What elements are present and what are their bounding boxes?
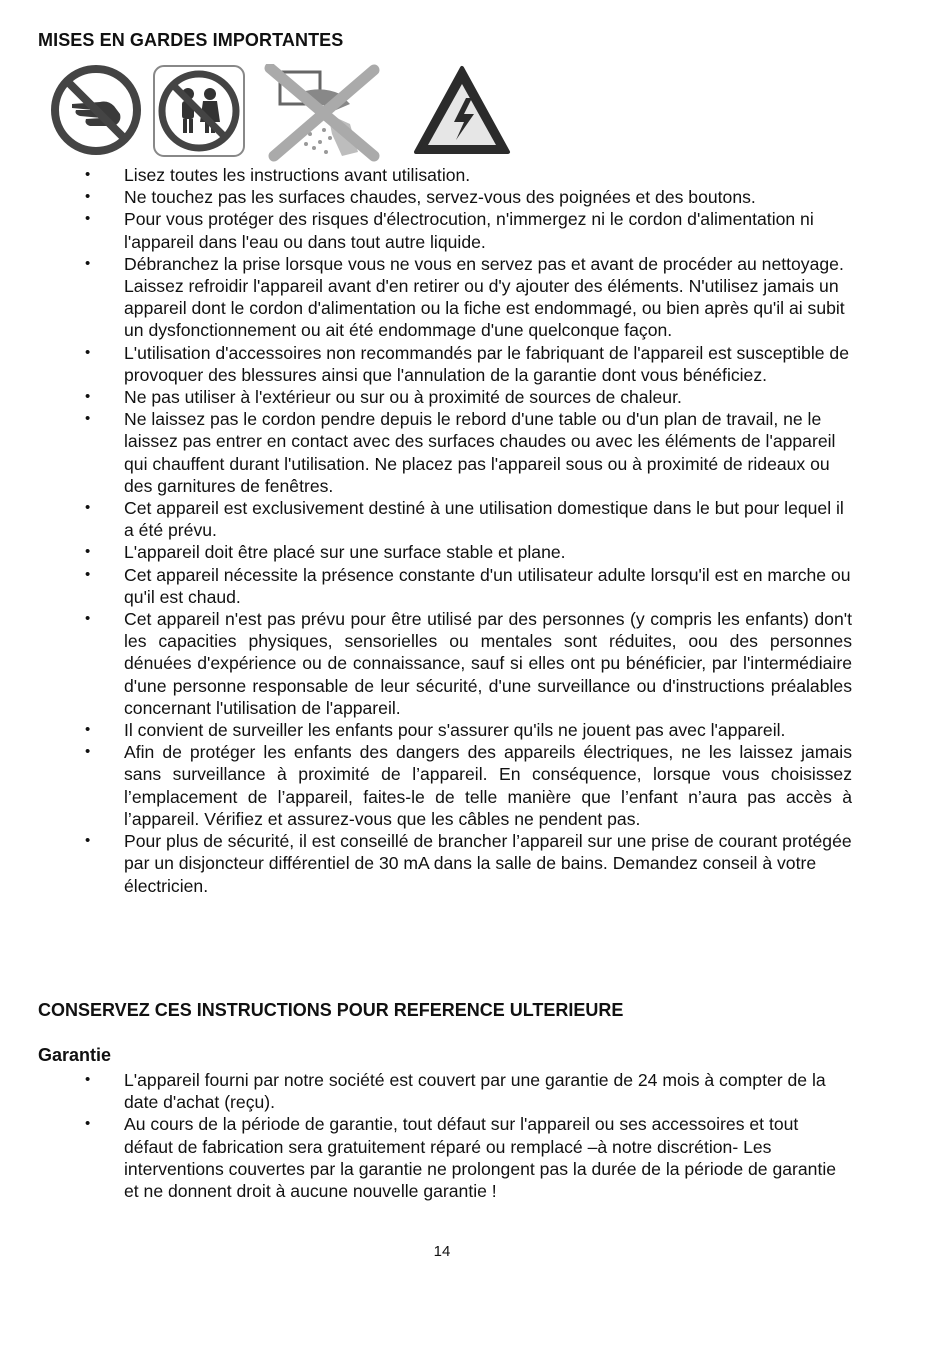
safety-warnings-list: [0, 164, 950, 897]
list-item: • Ne pas utiliser à l'extérieur ou sur ou à proximité de sources de chaleur.: [0, 386, 950, 408]
keep-away-children-icon: [152, 64, 246, 158]
page-number: 14: [433, 1243, 451, 1260]
list-item: • Lisez toutes les instructions avant utilisation.: [0, 164, 950, 186]
list-item: • Afin de protéger les enfants des dangers des appareils électriques, ne les laissez jamais sans surveillance à proximité de l’appareil. En conséquence, lorsque vous choisissez l’emplacement de l’appareil, faites-le de telle manière que l’enfant n’aura pas accès à l’appareil. Vérifiez et assurez-vous que les câbles ne pendent pas.: [0, 741, 950, 830]
list-item: • L'appareil fourni par notre société est couvert par une garantie de 24 mois à compter de la date d'achat (reçu).: [0, 1069, 950, 1113]
no-water-immersion-icon: [262, 64, 386, 162]
list-item: • Ne laissez pas le cordon pendre depuis le rebord d'une table ou d'un plan de travail, ne le laissez pas entrer en contact avec des surfaces chaudes ou avec les éléments de l'appareil qui chauffent durant l'utilisation. Ne placez pas l'appareil sous ou à proximité de rideaux ou des garnitures de fenêtres.: [0, 408, 950, 497]
electric-hazard-warning-icon: [412, 64, 512, 158]
list-item: • Cet appareil n'est pas prévu pour être utilisé par des personnes (y compris les enfants) don't les capacities physiques, sensorielles ou mentales sont réduites, oou des personnes dénuées d'expérience ou de connaissance, sauf si elles ont pu bénéficier, par l'intermédiaire d'une personne responsable de leur sécurité, d'une surveillance ou d'instructions préalables concernant l'utilisation de l'appareil.: [0, 608, 950, 719]
list-item: • Il convient de surveiller les enfants pour s'assurer qu'ils ne jouent pas avec l'appareil.: [0, 719, 950, 741]
list-item: • L'appareil doit être placé sur une surface stable et plane.: [0, 541, 950, 563]
safety-icons-row: [48, 64, 518, 162]
warnings-heading: MISES EN GARDES IMPORTANTES: [38, 30, 344, 50]
list-item: • Ne touchez pas les surfaces chaudes, servez-vous des poignées et des boutons.: [0, 186, 950, 208]
list-item: • Pour plus de sécurité, il est conseillé de brancher l’appareil sur une prise de courant protégée par un disjoncteur différentiel de 30 mA dans la salle de bains. Demandez conseil à votre électricien.: [0, 830, 950, 897]
warranty-list: [0, 1069, 950, 1202]
keep-instructions-heading: CONSERVEZ CES INSTRUCTIONS POUR REFERENCE ULTERIEURE: [38, 1000, 624, 1020]
list-item: • Cet appareil est exclusivement destiné à une utilisation domestique dans le but pour lequel il a été prévu.: [0, 497, 950, 541]
list-item: • Au cours de la période de garantie, tout défaut sur l'appareil ou ses accessoires et tout défaut de fabrication sera gratuitement réparé ou remplacé –à notre discrétion- Les interventions couvertes par la garantie ne prolongent pas la durée de la période de garantie et ne donnent droit à aucune nouvelle garantie !: [0, 1113, 950, 1202]
no-touch-hand-icon: [50, 64, 142, 156]
list-item: • L'utilisation d'accessoires non recommandés par le fabriquant de l'appareil est susceptible de provoquer des blessures ainsi que l'annulation de la garantie dont vous bénéficiez.: [0, 342, 950, 386]
list-item: • Débranchez la prise lorsque vous ne vous en servez pas et avant de procéder au nettoyage. Laissez refroidir l'appareil avant d'en retirer ou d'y ajouter des éléments. N'utilisez jamais un appareil dont le cordon d'alimentation ou la fiche est endommagé, ou bien après qu'il ai subit un dysfonctionnement ou ait été endommage d'une quelconque façon.: [0, 253, 950, 342]
list-item: • Pour vous protéger des risques d'électrocution, n'immergez ni le cordon d'alimentation ni l'appareil dans l'eau ou dans tout autre liquide.: [0, 208, 950, 252]
warranty-heading: Garantie: [38, 1045, 112, 1065]
list-item: • Cet appareil nécessite la présence constante d'un utilisateur adulte lorsqu'il est en marche ou qu'il est chaud.: [0, 564, 950, 608]
